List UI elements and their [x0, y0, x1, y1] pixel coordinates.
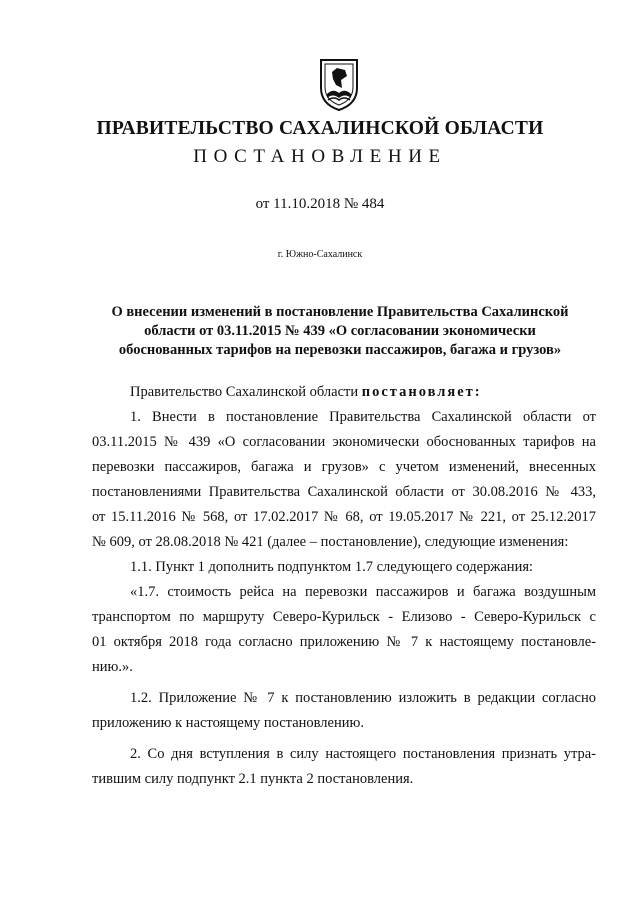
body-line: 03.11.2015 № 439 «О согласовании экономически обоснованных тарифов на — [92, 434, 596, 450]
body-line: «1.7. стоимость рейса на перевозки пассажиров и багажа воздушным — [130, 584, 596, 600]
title-line: области от 03.11.2015 № 439 «О согласовании экономически — [144, 323, 536, 339]
preamble-decree-word: постановляет: — [361, 384, 482, 400]
body-line: 01 октября 2018 года согласно приложению № 7 к настоящему постановле- — [92, 634, 596, 650]
body-line: № 609, от 28.08.2018 № 421 (далее – постановление), следующие изменения: — [92, 534, 569, 550]
government-name: ПРАВИТЕЛЬСТВО САХАЛИНСКОЙ ОБЛАСТИ — [96, 118, 544, 139]
body-line: транспортом по маршруту Северо-Курильск - Елизово - Северо-Курильск с — [92, 609, 596, 625]
document-city: г. Южно-Сахалинск — [277, 249, 363, 260]
document-body — [92, 380, 596, 792]
body-line: тившим силу подпункт 2.1 пункта 2 постановления. — [92, 771, 414, 787]
document-date-number: от 11.10.2018 № 484 — [255, 196, 385, 212]
body-line: перевозки пассажиров, багажа и грузов» с учетом изменений, внесенных — [92, 459, 596, 475]
body-line: приложению к настоящему постановлению. — [92, 715, 364, 731]
body-line: постановлениями Правительства Сахалинской области от 30.08.2016 № 433, — [92, 484, 596, 500]
body-line: 1.1. Пункт 1 дополнить подпунктом 1.7 следующего содержания: — [130, 559, 534, 575]
title-line: обоснованных тарифов на перевозки пассажиров, багажа и грузов» — [118, 342, 562, 358]
document-title — [90, 303, 590, 360]
preamble-text: Правительство Сахалинской области — [130, 384, 359, 400]
body-line: нию.». — [92, 659, 133, 675]
preamble — [92, 380, 596, 405]
body-line: 1.2. Приложение № 7 к постановлению изложить в редакции согласно — [130, 690, 596, 706]
coat-of-arms-emblem — [318, 58, 360, 112]
body-line: от 15.11.2016 № 568, от 17.02.2017 № 68, от 19.05.2017 № 221, от 25.12.2017 — [92, 509, 596, 525]
document-type: ПОСТАНОВЛЕНИЕ — [193, 146, 447, 167]
title-line: О внесении изменений в постановление Правительства Сахалинской — [111, 304, 569, 320]
body-line: 2. Со дня вступления в силу настоящего постановления признать утра- — [130, 746, 596, 762]
body-line: 1. Внести в постановление Правительства Сахалинской области от — [130, 409, 596, 425]
